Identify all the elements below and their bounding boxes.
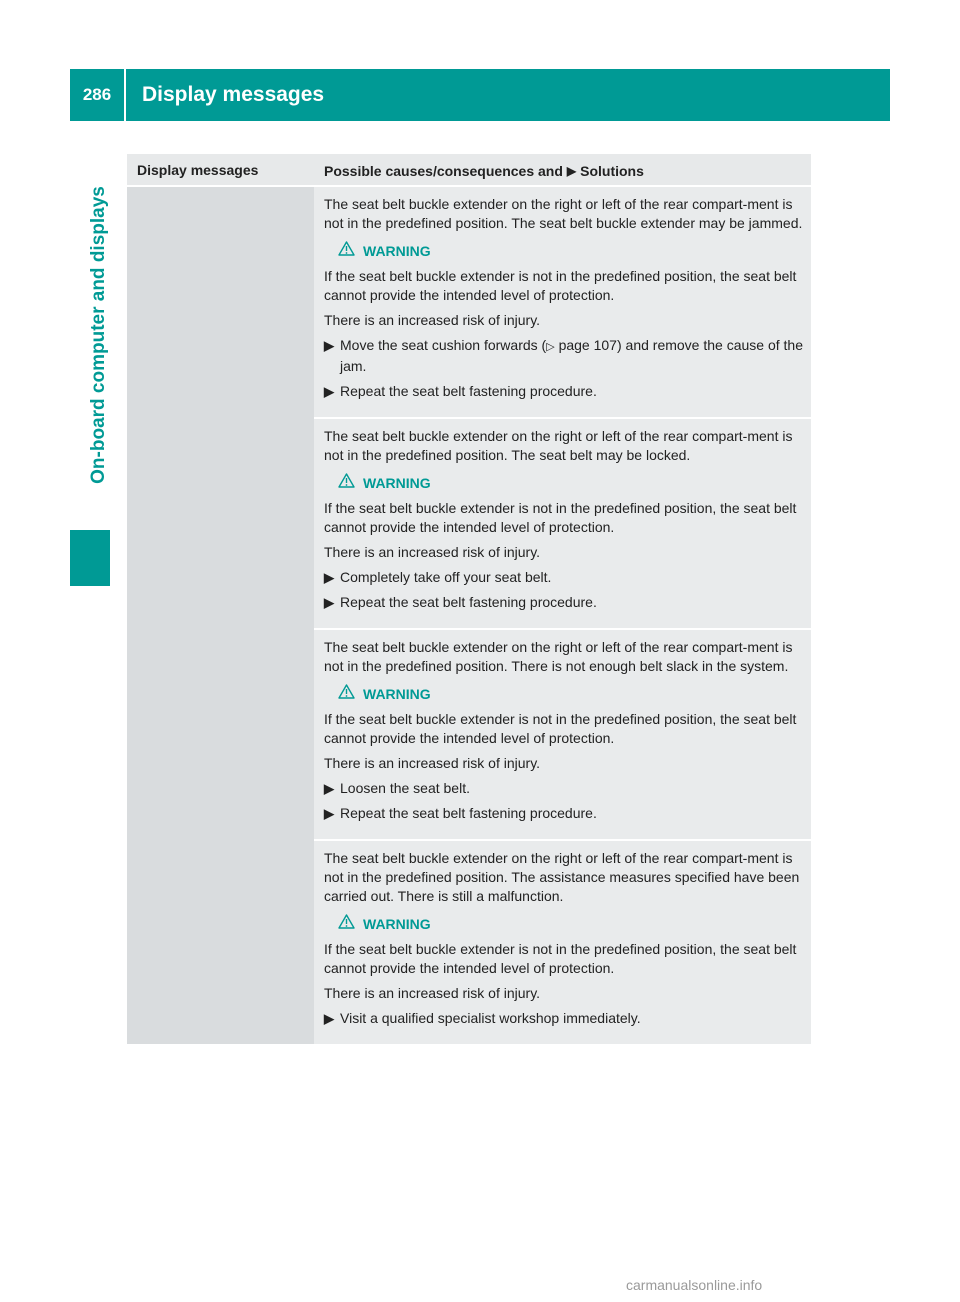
table-row [314, 630, 811, 841]
warning-triangle-icon [338, 241, 363, 261]
solution-step [324, 593, 803, 612]
warning-label: WARNING [363, 474, 431, 491]
arrow-right-icon: ▶ [324, 384, 334, 399]
solution-step [324, 779, 803, 798]
arrow-right-icon: ▶ [324, 595, 334, 610]
column-header-display-messages: Display messages [137, 162, 259, 178]
risk-text: There is an increased risk of injury. [324, 985, 541, 1001]
step-text [340, 1009, 803, 1028]
side-tab-marker [70, 530, 110, 586]
step-text [340, 804, 803, 823]
table-row [314, 419, 811, 630]
cause-text: The seat belt buckle extender on the right or left of the rear compart-ment is not in the predefined position. The seat belt buckle extender may be jammed. [324, 196, 803, 231]
column-header-solutions [314, 154, 811, 185]
solution-step [324, 804, 803, 823]
step-text [340, 336, 803, 376]
solution-step [324, 1009, 803, 1028]
arrow-right-icon: ▶ [324, 806, 334, 821]
step-text [340, 382, 803, 401]
warning-triangle-icon [338, 914, 363, 934]
column-header-prefix: Possible causes/consequences and [324, 163, 563, 179]
warning-label: WARNING [363, 685, 431, 702]
step-text [340, 568, 803, 587]
arrow-right-icon: ▶ [324, 781, 334, 796]
display-message-cell [127, 187, 314, 1044]
warning-label: WARNING [363, 915, 431, 932]
step-text [340, 593, 803, 612]
page-reference-icon: ▷ [546, 341, 555, 353]
warning-heading [338, 473, 803, 493]
warning-heading [338, 684, 803, 704]
cause-text: The seat belt buckle extender on the right or left of the rear compart-ment is not in the predefined position. There is not enough belt slack in the system. [324, 639, 793, 674]
step-text [340, 779, 803, 798]
warning-text: If the seat belt buckle extender is not in the predefined position, the seat belt cannot provide the intended level of protection. [324, 711, 797, 746]
step-text-part: Visit a qualified specialist workshop immediately. [340, 1010, 641, 1026]
page-header [70, 69, 890, 121]
table-body [127, 187, 811, 1044]
warning-triangle-icon [338, 473, 363, 493]
step-text-part: Loosen the seat belt. [340, 780, 470, 796]
arrow-right-icon: ▶ [324, 570, 334, 585]
page-title: Display messages [142, 83, 325, 106]
step-text-part: Completely take off your seat belt. [340, 569, 552, 585]
table-row [314, 187, 811, 419]
side-tab-label: On-board computer and displays [88, 186, 109, 484]
table-row [314, 841, 811, 1044]
warning-text: If the seat belt buckle extender is not in the predefined position, the seat belt cannot provide the intended level of protection. [324, 500, 797, 535]
warning-heading [338, 241, 803, 261]
risk-text: There is an increased risk of injury. [324, 544, 541, 560]
cause-text: The seat belt buckle extender on the right or left of the rear compart-ment is not in the predefined position. The assistance measures specified have been carried out. There is still a malfunction. [324, 850, 800, 904]
arrow-right-icon: ▶ [324, 338, 334, 353]
watermark: carmanualsonline.info [626, 1277, 763, 1293]
column-header-suffix: Solutions [580, 163, 644, 179]
arrow-right-icon: ▶ [324, 1011, 334, 1026]
cause-text: The seat belt buckle extender on the right or left of the rear compart-ment is not in the predefined position. The seat belt may be locked. [324, 428, 793, 463]
solution-step [324, 336, 803, 376]
warning-text: If the seat belt buckle extender is not in the predefined position, the seat belt cannot provide the intended level of protection. [324, 941, 797, 976]
arrow-right-icon: ▶ [566, 164, 577, 178]
risk-text: There is an increased risk of injury. [324, 312, 541, 328]
warning-heading [338, 914, 803, 934]
warning-text: If the seat belt buckle extender is not in the predefined position, the seat belt cannot provide the intended level of protection. [324, 268, 797, 303]
solutions-column [314, 187, 811, 1044]
warning-label: WARNING [363, 242, 431, 259]
step-text-part: Repeat the seat belt fastening procedure. [340, 805, 597, 821]
step-text-part: Move the seat cushion forwards ( [340, 337, 547, 353]
display-messages-table [127, 154, 811, 1044]
solution-step [324, 382, 803, 401]
step-text-part: Repeat the seat belt fastening procedure. [340, 383, 597, 399]
table-header [127, 154, 811, 187]
page-number: 286 [70, 69, 126, 121]
step-text-part: Repeat the seat belt fastening procedure. [340, 594, 597, 610]
warning-triangle-icon [338, 684, 363, 704]
side-tab [86, 140, 112, 530]
step-text-part: ) and remove the cause of the jam. [340, 337, 803, 374]
page-reference-link[interactable]: page 107 [558, 337, 617, 353]
risk-text: There is an increased risk of injury. [324, 755, 541, 771]
solution-step [324, 568, 803, 587]
